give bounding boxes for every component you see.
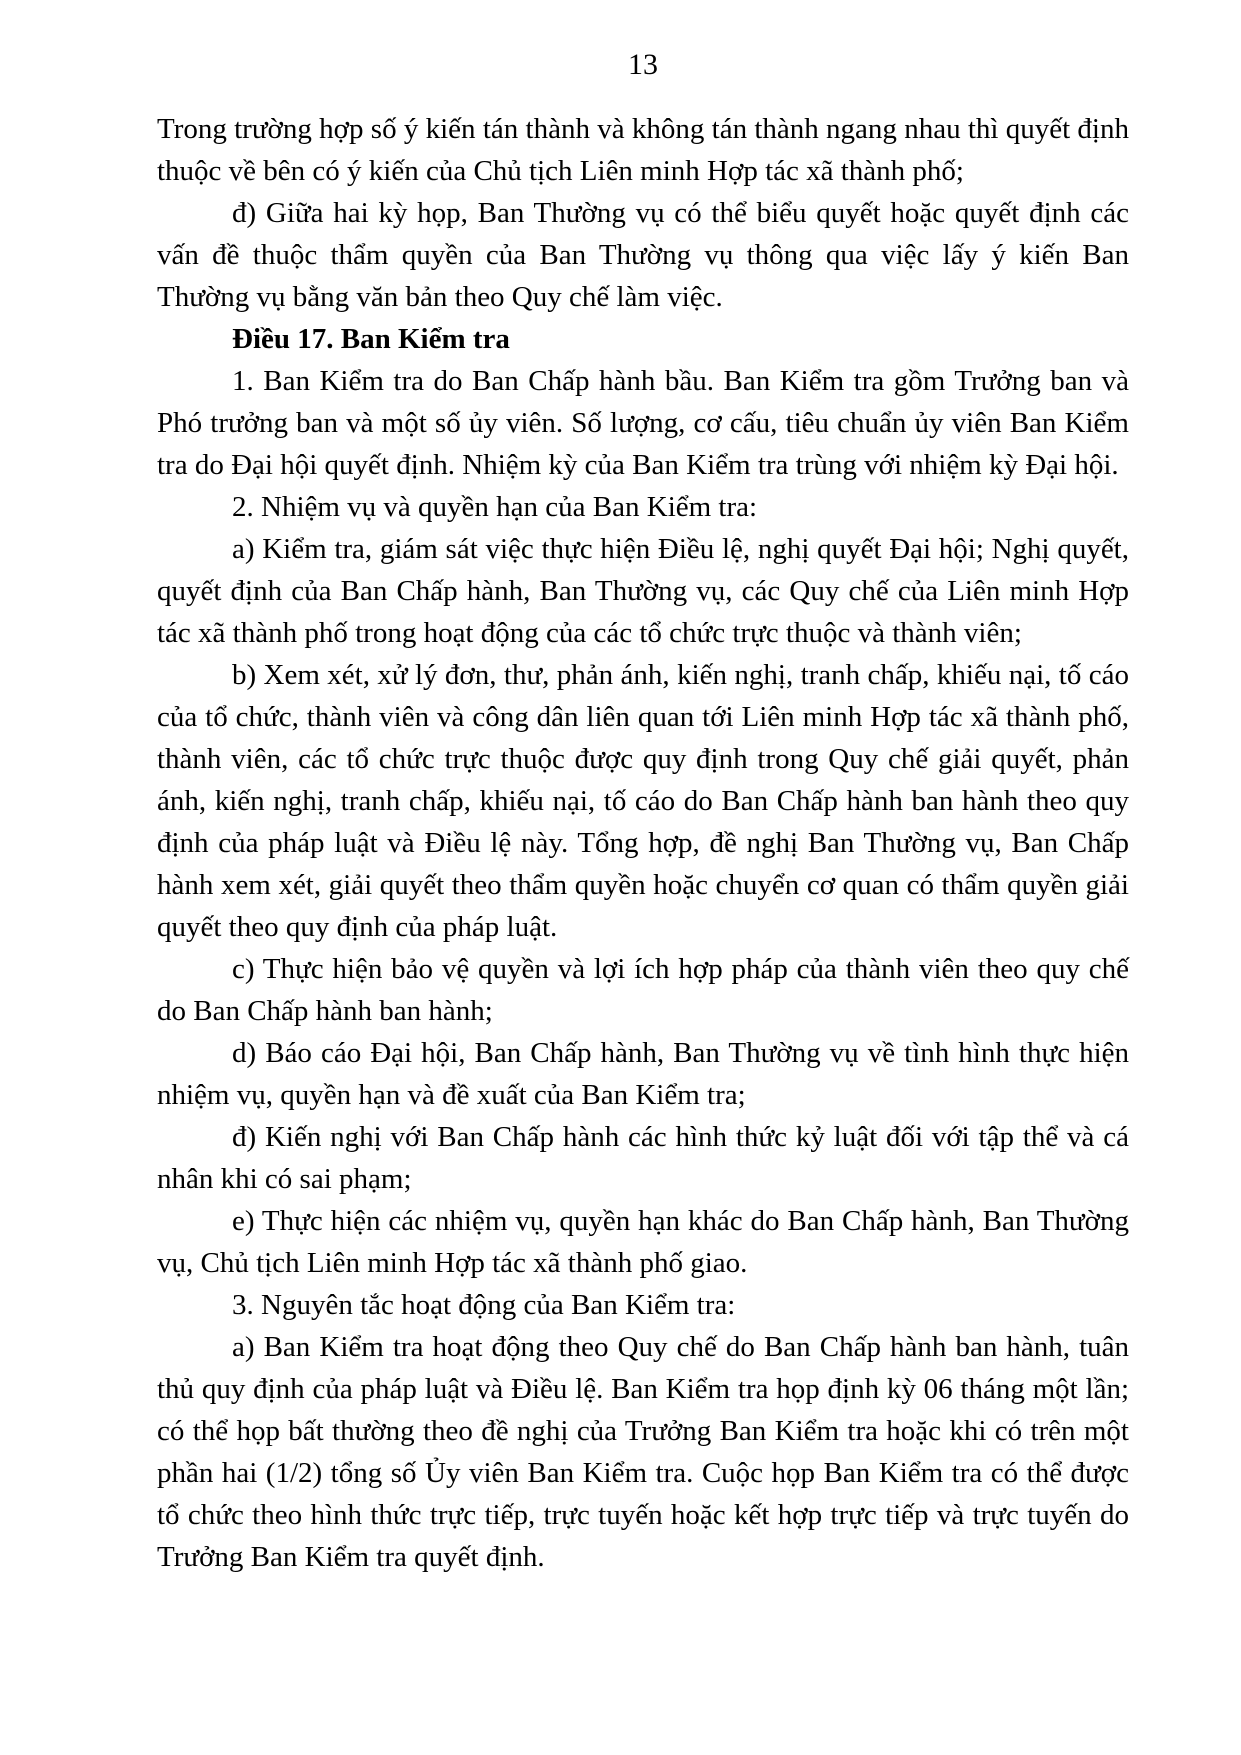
- paragraph-clause-2d: d) Báo cáo Đại hội, Ban Chấp hành, Ban Thường vụ về tình hình thực hiện nhiệm vụ, quyền hạn và đề xuất của Ban Kiểm tra;: [157, 1037, 1129, 1111]
- paragraph-clause-3a: a) Ban Kiểm tra hoạt động theo Quy chế do Ban Chấp hành ban hành, tuân thủ quy định của pháp luật và Điều lệ. Ban Kiểm tra họp định kỳ 06 tháng một lần; có thể họp bất thường theo đề nghị của Trưởng Ban Kiểm tra hoặc khi có trên một phần hai (1/2) tổng số Ủy viên Ban Kiểm tra. Cuộc họp Ban Kiểm tra có thể được tổ chức theo hình thức trực tiếp, trực tuyến hoặc kết hợp trực tiếp và trực tuyến do Trưởng Ban Kiểm tra quyết định.: [157, 1331, 1129, 1573]
- paragraph-clause-1: 1. Ban Kiểm tra do Ban Chấp hành bầu. Ban Kiểm tra gồm Trưởng ban và Phó trưởng ban và một số ủy viên. Số lượng, cơ cấu, tiêu chuẩn ủy viên Ban Kiểm tra do Đại hội quyết định. Nhiệm kỳ của Ban Kiểm tra trùng với nhiệm kỳ Đại hội.: [157, 365, 1129, 481]
- paragraph-clause-2dd: đ) Kiến nghị với Ban Chấp hành các hình thức kỷ luật đối với tập thể và cá nhân khi có sai phạm;: [157, 1121, 1129, 1195]
- article-17-heading: Điều 17. Ban Kiểm tra: [232, 323, 510, 355]
- page-number: 13: [628, 48, 658, 81]
- paragraph-item-dd-between-meetings: đ) Giữa hai kỳ họp, Ban Thường vụ có thể biểu quyết hoặc quyết định các vấn đề thuộc thẩm quyền của Ban Thường vụ thông qua việc lấy ý kiến Ban Thường vụ bằng văn bản theo Quy chế làm việc.: [157, 197, 1129, 313]
- paragraph-clause-3: 3. Nguyên tắc hoạt động của Ban Kiểm tra:: [232, 1289, 736, 1321]
- paragraph-clause-2a: a) Kiểm tra, giám sát việc thực hiện Điều lệ, nghị quyết Đại hội; Nghị quyết, quyết định của Ban Chấp hành, Ban Thường vụ, các Quy chế của Liên minh Hợp tác xã thành phố trong hoạt động của các tổ chức trực thuộc và thành viên;: [157, 533, 1129, 649]
- paragraph-clause-2c: c) Thực hiện bảo vệ quyền và lợi ích hợp pháp của thành viên theo quy chế do Ban Chấp hành ban hành;: [157, 953, 1129, 1027]
- paragraph-continuation: Trong trường hợp số ý kiến tán thành và không tán thành ngang nhau thì quyết định thuộc về bên có ý kiến của Chủ tịch Liên minh Hợp tác xã thành phố;: [157, 113, 1129, 187]
- paragraph-clause-2e: e) Thực hiện các nhiệm vụ, quyền hạn khác do Ban Chấp hành, Ban Thường vụ, Chủ tịch Liên minh Hợp tác xã thành phố giao.: [157, 1205, 1129, 1279]
- paragraph-clause-2: 2. Nhiệm vụ và quyền hạn của Ban Kiểm tra:: [232, 491, 758, 523]
- document-body: [157, 108, 1129, 1578]
- paragraph-clause-2b: b) Xem xét, xử lý đơn, thư, phản ánh, kiến nghị, tranh chấp, khiếu nại, tố cáo của tổ chức, thành viên và công dân liên quan tới Liên minh Hợp tác xã thành phố, thành viên, các tổ chức trực thuộc được quy định trong Quy chế giải quyết, phản ánh, kiến nghị, tranh chấp, khiếu nại, tố cáo do Ban Chấp hành ban hành theo quy định của pháp luật và Điều lệ này. Tổng hợp, đề nghị Ban Thường vụ, Ban Chấp hành xem xét, giải quyết theo thẩm quyền hoặc chuyển cơ quan có thẩm quyền giải quyết theo quy định của pháp luật.: [157, 659, 1129, 943]
